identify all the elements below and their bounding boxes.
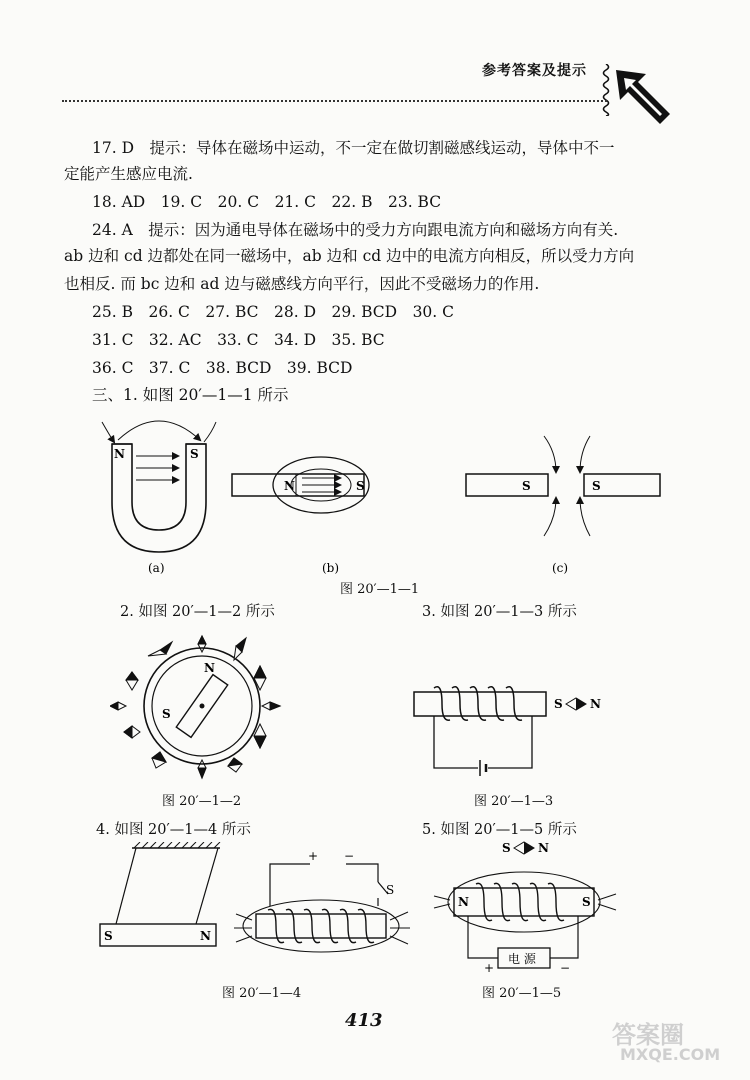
figure-20-1-2-caption: 图 20′—1—2 <box>162 794 242 809</box>
answer-line-36-39: 36. C 37. C 38. BCD 39. BCD <box>92 359 353 377</box>
subfig-b-label: (b) <box>322 561 340 575</box>
figure-20-1-2 <box>110 632 300 782</box>
compass-n-label: N <box>204 661 215 675</box>
q5-top-s-label: S <box>502 841 511 855</box>
q5-coil-n-label: N <box>458 895 469 909</box>
q4-heading: 4. 如图 20′—1—4 所示 <box>96 822 251 838</box>
subfig-c-label: (c) <box>552 561 569 575</box>
answer-line-25-30: 25. B 26. C 27. BC 28. D 29. BCD 30. C <box>92 303 455 321</box>
header-dotted-rule <box>62 100 607 102</box>
answer-line-31-35: 31. C 32. AC 33. C 34. D 35. BC <box>92 331 385 349</box>
answer-line-18-23: 18. AD 19. C 20. C 21. C 22. B 23. BC <box>92 193 442 211</box>
q4-bar-n-label: N <box>200 929 211 943</box>
watermark-url: MXQE.COM <box>620 1045 721 1064</box>
u-magnet-n-label: N <box>114 447 125 461</box>
q5-top-n-label: N <box>538 841 549 855</box>
figure-20-1-1-caption: 图 20′—1—1 <box>340 582 420 597</box>
q3-s-label: S <box>554 697 563 711</box>
q4-minus-label: − <box>344 849 355 863</box>
figure-20-1-5 <box>432 838 622 978</box>
answer-line-24: 24. A 提示：因为通电导体在磁场中的受力方向跟电流方向和磁场方向有关. <box>92 221 619 239</box>
q5-minus-label: − <box>560 961 571 975</box>
answer-line-17-cont: 定能产生感应电流. <box>64 165 193 183</box>
q2-heading: 2. 如图 20′—1—2 所示 <box>120 604 275 620</box>
page-number: 413 <box>345 1010 383 1031</box>
watermark-text: 答案圈 <box>612 1021 684 1049</box>
q3-heading: 3. 如图 20′—1—3 所示 <box>422 604 577 620</box>
u-magnet-diagram <box>102 421 216 552</box>
bar-magnets-n-s-diagram <box>232 457 369 513</box>
b-n-label: N <box>284 479 295 493</box>
q5-power-label: 电 源 <box>508 952 536 966</box>
q3-n-label: N <box>590 697 601 711</box>
figure-20-1-4 <box>96 842 416 982</box>
compass-s-label: S <box>162 707 171 721</box>
q4-bar-s-label: S <box>104 929 113 943</box>
wavy-divider <box>600 64 612 116</box>
figure-20-1-5-caption: 图 20′—1—5 <box>482 986 562 1001</box>
c-s-right-label: S <box>592 479 601 493</box>
figure-20-1-3 <box>408 680 628 780</box>
u-magnet-s-label: S <box>190 447 199 461</box>
figure-20-1-3-caption: 图 20′—1—3 <box>474 794 554 809</box>
q4-plus-label: + <box>308 849 319 863</box>
figure-20-1-4-caption: 图 20′—1—4 <box>222 986 302 1001</box>
q5-coil-s-label: S <box>582 895 591 909</box>
answer-line-17: 17. D 提示：导体在磁场中运动，不一定在做切割磁感线运动，导体中不一 <box>92 139 615 157</box>
q5-plus-label: + <box>484 961 495 975</box>
c-s-left-label: S <box>522 479 531 493</box>
answer-line-24-cont2: 也相反. 而 bc 边和 ad 边与磁感线方向平行，因此不受磁场力的作用. <box>64 275 540 293</box>
figure-20-1-1 <box>90 412 680 582</box>
arrow-logo-icon <box>612 66 674 128</box>
header-title: 参考答案及提示 <box>482 63 587 79</box>
subfig-a-label: (a) <box>148 561 165 575</box>
answer-line-24-cont1: ab 边和 cd 边都处在同一磁场中，ab 边和 cd 边中的电流方向相反，所以受力方向 <box>64 247 635 265</box>
b-s-label: S <box>356 479 365 493</box>
bar-magnets-s-s-diagram <box>466 436 660 536</box>
q4-switch-label: S <box>386 883 395 897</box>
section-3-q1: 三、1. 如图 20′—1—1 所示 <box>92 386 289 404</box>
q5-heading: 5. 如图 20′—1—5 所示 <box>422 822 577 838</box>
